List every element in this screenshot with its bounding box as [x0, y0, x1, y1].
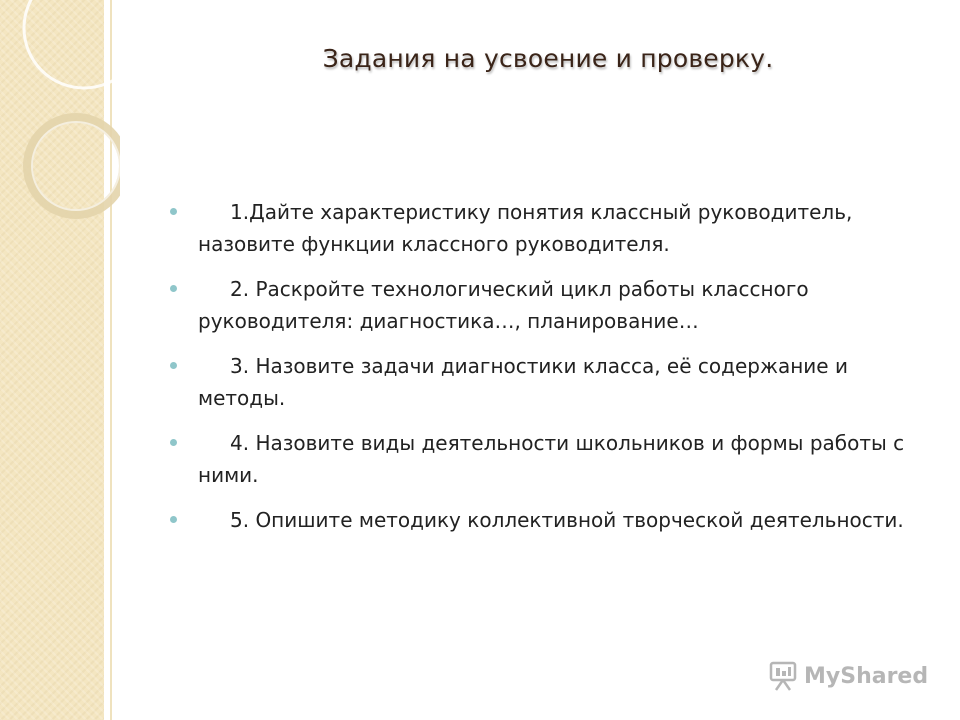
list-item: [170, 273, 910, 337]
decorative-rings-icon: [0, 0, 120, 260]
bullet-icon: [170, 285, 177, 292]
presentation-icon: [766, 659, 800, 693]
watermark[interactable]: [766, 656, 928, 696]
list-item-text: 3. Назовите задачи диагностики класса, её содержание и методы.: [198, 354, 848, 410]
list-item: [170, 504, 910, 536]
bullet-icon: [170, 439, 177, 446]
list-item: [170, 350, 910, 414]
list-item-text: 2. Раскройте технологический цикл работы классного руководителя: диагностика…, планирование…: [198, 277, 809, 333]
list-item-text: 1.Дайте характеристику понятия классный руководитель, назовите функции классного руководителя.: [198, 200, 853, 256]
list-item: [170, 196, 910, 260]
list-item-text: 5. Опишите методику коллективной творческой деятельности.: [230, 508, 904, 532]
bullet-icon: [170, 208, 177, 215]
slide-title: Задания на усвоение и проверку.: [322, 44, 774, 73]
bullet-icon: [170, 516, 177, 523]
task-list: [170, 196, 910, 549]
list-item: [170, 427, 910, 491]
bullet-icon: [170, 362, 177, 369]
watermark-text: MyShared: [804, 663, 929, 689]
list-item-text: 4. Назовите виды деятельности школьников и формы работы с ними.: [198, 431, 905, 487]
